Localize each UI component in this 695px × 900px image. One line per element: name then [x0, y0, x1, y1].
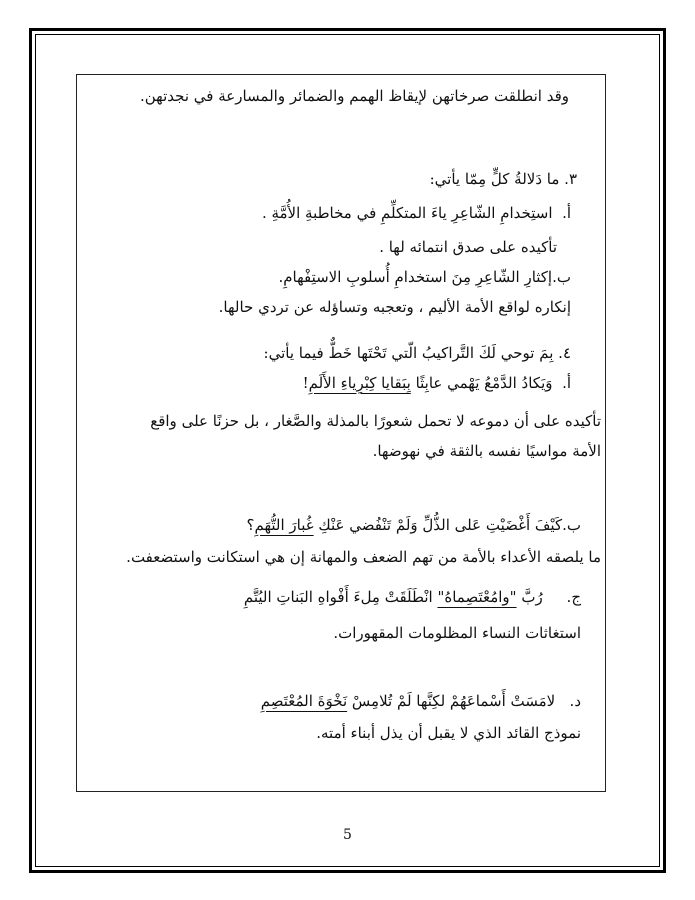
q4-a-answer-1: تأكيده على أن دموعه لا تحمل شعورًا بالمذلة والصَّغار ، بل حزنًا على واقع: [150, 412, 601, 430]
q4-b-label: ب.: [562, 516, 581, 534]
q4-c-label: ج.: [566, 588, 581, 606]
q4-c-underlined: "وامُعْتَصِماهُ": [437, 588, 517, 606]
q4-d-underlined: نَخْوَةَ المُعْتَصِمِ: [260, 692, 348, 710]
q4-d-item: [261, 690, 581, 712]
q4-c-post: انْطَلَقَتْ مِلءَ أَفْواهِ البَناتِ اليُتَّمِ: [243, 588, 438, 606]
q4-heading: ٤. بِمَ توحي لَكَ التَّراكيبُ الّتي تَحْتَها خَطٌّ فيما يأتي:: [263, 344, 571, 362]
q4-d-label: د.: [569, 692, 581, 710]
q3-a-answer: تأكيده على صدق انتمائه لها .: [379, 238, 557, 256]
q4-c-answer: استغاثات النساء المظلومات المقهورات.: [333, 624, 581, 642]
q4-a-label: أ.: [562, 374, 571, 392]
q4-a-answer-2: الأمة مواسيًا نفسه بالثقة في نهوضها.: [372, 442, 601, 460]
intro-line: وقد انطلقت صرخاتهن لإيقاظ الهمم والضمائر والمسارعة في نجدتهن.: [140, 87, 569, 105]
q4-a-pre: وَيَكادُ الدَّمْعُ يَهْمي عابِثًا: [410, 374, 553, 392]
q3-a-text: استِخدامِ الشّاعِرِ ياءَ المتكلِّمِ في مخاطبةِ الأُمَّةِ .: [261, 204, 553, 222]
q4-a-post: !: [302, 374, 309, 392]
q4-c-pre: رُبَّ: [516, 588, 543, 606]
q3-a-label: أ.: [562, 204, 571, 222]
q3-b-answer: إنكاره لواقع الأمة الأليم ، وتعجبه وتساؤله عن تردي حالها.: [218, 298, 571, 316]
q4-d-pre: لامَسَتْ أَسْماعَهُمْ لكِنَّها لَمْ تُلامِسْ: [347, 692, 556, 710]
q4-c-item: [244, 586, 581, 608]
q4-b-post: ؟: [246, 516, 255, 534]
q4-a-item: [303, 372, 571, 394]
q3-a-item: [262, 202, 571, 224]
page-number: 5: [343, 827, 352, 843]
q4-b-answer: ما يلصقه الأعداء بالأمة من تهم الضعف والمهانة إن هي استكانت واستضعفت.: [126, 548, 601, 566]
q4-a-underlined: بِبَقايا كِبْرِياءِ الأَلَمِ: [308, 374, 411, 392]
q3-b-item: ب.إكثارِ الشّاعِرِ مِنَ استخدامِ أُسلوبِ الاستِفْهامِ.: [278, 268, 571, 286]
q4-b-pre: كَيْفَ أَغْضَيْتِ عَلى الذُّلِّ وَلَمْ تَنْفُضي عَنْكِ: [313, 516, 563, 534]
q3-heading: ٣. ما دَلالةُ كلٍّ مِمّا يأتي:: [429, 170, 577, 188]
q4-b-item: [247, 514, 581, 536]
q4-b-underlined: غُبارَ التُّهَمِ: [254, 516, 314, 534]
q4-d-answer: نموذج القائد الذي لا يقبل أن يذل أبناء أمته.: [316, 724, 581, 742]
